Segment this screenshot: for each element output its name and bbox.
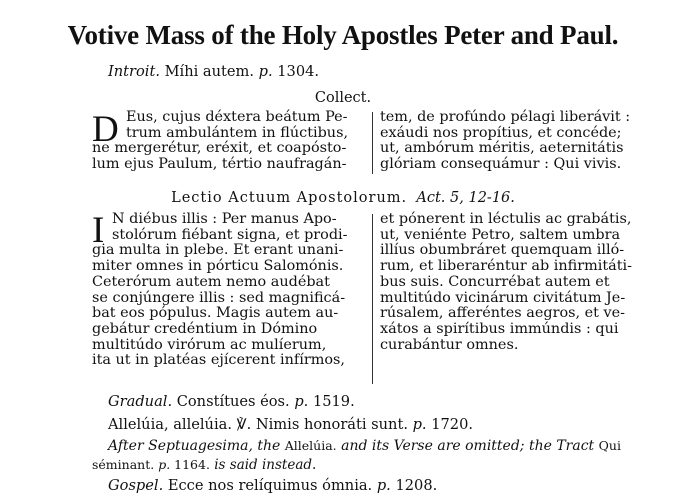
collect-left-line: trum ambulántem in flúctibus, — [126, 124, 349, 141]
collect-left-line: lum ejus Paulum, tértio naufragán- — [92, 156, 347, 173]
rubric-part: After Septuagesima, the — [108, 438, 285, 454]
lesson-right-line: rúsalem, afferéntes aegros, et ve- — [380, 305, 626, 322]
page-title: Votive Mass of the Holy Apostles Peter and Paul. — [67, 20, 619, 50]
lesson-left-line: gia multa in plebe. Et erant unani- — [92, 242, 344, 259]
introit-text: Míhi autem. — [159, 63, 259, 80]
lesson-column-rule — [372, 214, 373, 384]
rubric-line-2 — [92, 456, 316, 474]
introit-page-abbrev: p. — [258, 63, 273, 80]
collect-right-line: glóriam consequámur : Qui vivis. — [380, 156, 622, 173]
collect-left-line: ne mergerétur, eréxit, et coapósto- — [92, 140, 347, 157]
lesson-left-line: multitúdo virórum ac mulíerum, — [92, 336, 327, 353]
rubric-part: is said instead. — [209, 457, 317, 473]
introit-page: 1304. — [272, 63, 320, 80]
rubric-page: 1164. — [170, 457, 210, 472]
lesson-left-line: bat eos pópulus. Magis autem au- — [92, 305, 339, 322]
collect-right-line: tem, de profúndo pélagi liberávit : — [380, 109, 631, 125]
gradual-text: Constítues éos. — [172, 393, 295, 410]
gospel-page: 1208. — [390, 477, 438, 494]
lesson-left-line: gebátur credéntium in Dómino — [92, 320, 318, 337]
alleluia-text: Allelúia, allelúia. — [108, 416, 237, 433]
rubric-page-abbrev: p. — [154, 457, 171, 472]
lesson-right-line: illíus obumbráret quemquam illó- — [380, 242, 625, 259]
lesson-heading-line — [0, 190, 686, 207]
collect-left-line: Eus, cujus déxtera beátum Pe- — [126, 109, 348, 125]
gospel-text: Ecce nos relíquimus ómnia. — [163, 477, 377, 494]
lesson-right-line: bus suis. Concurrébat autem et — [380, 273, 610, 290]
lesson-right-line: rum, et liberaréntur ab infirmitáti- — [380, 258, 632, 275]
introit-label: Introit. — [108, 63, 160, 80]
collect-column-rule — [372, 112, 373, 174]
lesson-heading: Lectio Actuum Apostolorum. — [171, 190, 408, 206]
rubric-alleluia: Allelúia. — [284, 438, 337, 453]
gospel-line — [108, 477, 437, 494]
collect-right-line: exáudi nos propítius, et concéde; — [380, 124, 622, 141]
lesson-right-line: et pónerent in léctulis ac grabátis, — [380, 211, 632, 227]
lesson-right-line: curabántur omnes. — [380, 336, 519, 353]
gradual-label: Gradual. — [108, 393, 173, 410]
lesson-reference: Act. 5, 12-16. — [416, 190, 515, 206]
gospel-label: Gospel. — [108, 477, 164, 494]
gradual-page: 1519. — [308, 393, 355, 410]
lesson-left-line: se conjúngere illis : sed magnificá- — [92, 289, 346, 306]
collect-right-column — [380, 110, 656, 173]
rubric-tract-incipit: Qui — [598, 438, 621, 453]
lesson-left-line: N diébus illis : Per manus Apo- — [112, 211, 337, 227]
alleluia-page: 1720. — [426, 416, 473, 433]
gradual-page-abbrev: p. — [294, 393, 309, 410]
lesson-left-line: miter omnes in pórticu Salomónis. — [92, 258, 344, 275]
lesson-left-column — [92, 212, 368, 369]
rubric-line-1 — [108, 437, 621, 455]
lesson-left-line: ita ut in platéas ejícerent infírmos, — [92, 352, 345, 369]
lesson-right-line: multitúdo vicinárum civitátum Je- — [380, 289, 626, 306]
collect-drop-cap: D — [92, 109, 119, 150]
collect-right-line: ut, ambórum méritis, aeternitátis — [380, 140, 624, 157]
alleluia-page-abbrev: p. — [412, 416, 427, 433]
lesson-right-line: ut, veniénte Petro, saltem umbra — [380, 226, 621, 243]
collect-left-column — [92, 110, 368, 173]
collect-heading: Collect. — [314, 90, 372, 106]
versicle-symbol: ℣. — [236, 416, 252, 433]
alleluia-verse: Nimis honoráti sunt. — [251, 416, 413, 433]
gospel-page-abbrev: p. — [376, 477, 391, 494]
lesson-drop-cap: I — [92, 210, 105, 251]
introit-line — [108, 63, 319, 80]
lesson-right-line: xátos a spirítibus immúndis : qui — [380, 320, 619, 337]
lesson-left-line: stolórum fiébant signa, et prodi- — [112, 226, 348, 243]
rubric-part: and its Verse are omitted; the Tract — [336, 438, 599, 454]
lesson-right-column — [380, 212, 656, 353]
gradual-line — [108, 393, 355, 410]
rubric-tract-incipit-cont: séminant. — [92, 457, 155, 472]
lesson-left-line: Ceterórum autem nemo audébat — [92, 273, 330, 290]
alleluia-line — [108, 416, 473, 433]
